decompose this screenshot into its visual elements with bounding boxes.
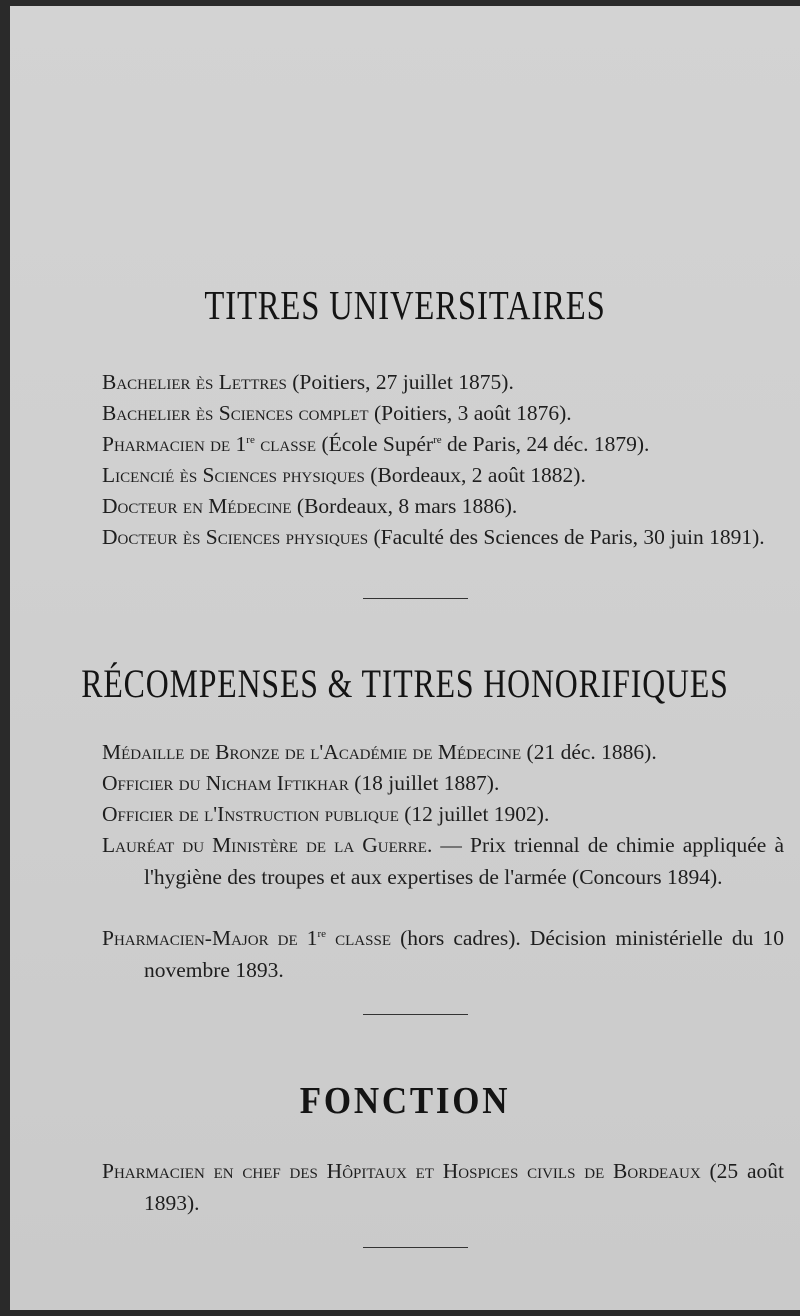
titre-entry	[102, 522, 784, 554]
titre-entry	[102, 429, 784, 461]
entry-text-sup: re	[433, 433, 442, 446]
entry-label: Bachelier ès Lettres	[102, 370, 287, 394]
entry-text: (Poitiers, 27 juillet 1875).	[286, 370, 514, 394]
entry-text: — Prix triennal de chimie appliquée à l'hygiène des troupes et aux expertises de l'armée (Concours 1894).	[144, 833, 784, 889]
entry-label: Docteur en Médecine	[102, 494, 292, 518]
recompense-entry	[102, 923, 784, 986]
entry-label-sup: re	[246, 433, 255, 446]
entry-label: Lauréat du Ministère de la Guerre.	[102, 833, 433, 857]
fonction-entry	[102, 1156, 784, 1219]
entry-label: Docteur ès Sciences physiques	[102, 525, 369, 549]
entry-label: Officier de l'Instruction publique	[102, 802, 399, 826]
entry-label: Pharmacien-Major de 1	[102, 926, 318, 950]
entry-label: Pharmacien en chef des Hôpitaux et Hospices civils de Bordeaux	[102, 1159, 701, 1183]
entry-text: (18 juillet 1887).	[348, 771, 500, 795]
entry-text: (Bordeaux, 2 août 1882).	[364, 463, 586, 487]
titre-entry	[102, 398, 784, 430]
entry-label: classe	[326, 926, 391, 950]
section-heading-recompenses: RÉCOMPENSES & TITRES HONORIFIQUES	[81, 662, 729, 707]
recompense-entry	[102, 768, 784, 800]
entry-text: (25 août 1893).	[144, 1159, 784, 1215]
entry-label-sup: re	[317, 927, 327, 940]
entry-text: (hors cadres). Décision ministérielle du 10 novembre 1893.	[144, 926, 784, 982]
titre-entry	[102, 460, 784, 492]
entry-text: de Paris, 24 déc. 1879).	[441, 432, 650, 456]
entry-label: classe	[254, 432, 317, 456]
entry-label: Bachelier ès Sciences complet	[102, 401, 369, 425]
entry-label: Officier du Nicham Iftikhar	[102, 771, 349, 795]
document-page	[10, 6, 800, 1310]
section-heading-fonction: FONCTION	[299, 1080, 511, 1122]
entry-label: Médaille de Bronze de l'Académie de Médecine	[102, 740, 522, 764]
entry-label: Licencié ès Sciences physiques	[102, 463, 365, 487]
section-divider	[363, 1014, 468, 1015]
section-divider	[363, 598, 468, 599]
titre-entry	[102, 491, 784, 523]
recompense-entry	[102, 830, 784, 893]
recompense-entry	[102, 737, 784, 769]
section-heading-titres: TITRES UNIVERSITAIRES	[204, 283, 606, 329]
entry-text: (Bordeaux, 8 mars 1886).	[291, 494, 518, 518]
entry-text: (Faculté des Sciences de Paris, 30 juin 1891).	[368, 525, 765, 549]
entry-text: (École Supér	[316, 432, 434, 456]
entry-text: (21 déc. 1886).	[521, 740, 657, 764]
recompense-entry	[102, 799, 784, 831]
section-divider	[363, 1247, 468, 1248]
entry-text: (12 juillet 1902).	[398, 802, 550, 826]
titre-entry	[102, 367, 784, 399]
entry-label: Pharmacien de 1	[102, 432, 247, 456]
entry-text: (Poitiers, 3 août 1876).	[368, 401, 572, 425]
